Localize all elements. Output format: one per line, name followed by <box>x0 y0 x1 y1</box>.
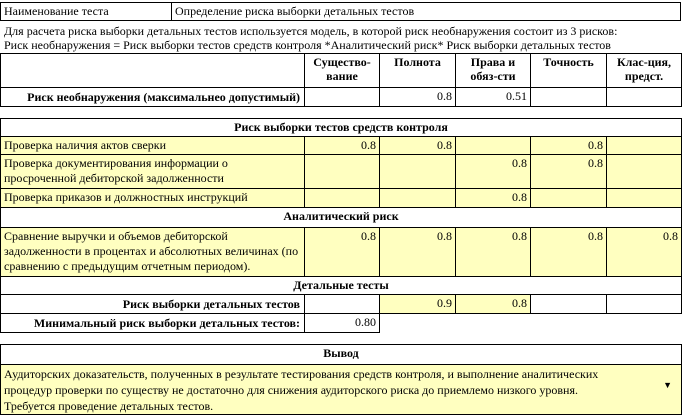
detection-risk-label: Риск необнаружения (максимальнео допустимый) <box>0 87 305 107</box>
detection-risk-c3[interactable]: 0.51 <box>455 87 531 107</box>
control-row-3-c4[interactable] <box>530 188 607 208</box>
control-row-2-c5[interactable] <box>606 154 682 189</box>
min-risk-label: Минимальный риск выборки детальных тестов: <box>0 313 305 333</box>
control-row-3-c1[interactable] <box>304 188 380 208</box>
column-header-classification: Клас-ция, предст. <box>606 53 682 88</box>
detection-risk-c2[interactable]: 0.8 <box>379 87 456 107</box>
sample-risk-c2[interactable]: 0.9 <box>379 294 456 314</box>
detection-risk-c4[interactable] <box>530 87 607 107</box>
control-row-1-label: Проверка наличия актов сверки <box>0 136 305 155</box>
control-row-2-c3[interactable]: 0.8 <box>455 154 531 189</box>
intro-line-2: Риск необнаружения = Риск выборки тестов средств контроля *Аналитический риск* Риск выборки детальных тестов <box>4 38 611 52</box>
control-section-title: Риск выборки тестов средств контроля <box>0 118 682 137</box>
control-row-1-c5[interactable] <box>606 136 682 155</box>
intro-line-1: Для расчета риска выборки детальных тестов используется модель, в которой риск необнаружения состоит из 3 рисков: <box>4 24 618 38</box>
control-row-3-c5[interactable] <box>606 188 682 208</box>
detection-risk-c1[interactable] <box>304 87 380 107</box>
header-label-cell <box>0 53 305 88</box>
control-row-2-c4[interactable]: 0.8 <box>530 154 607 189</box>
detection-risk-c5[interactable] <box>606 87 682 107</box>
conclusion-title: Вывод <box>0 344 682 365</box>
conclusion-text-box[interactable] <box>0 364 682 415</box>
conclusion-line-3: Требуется проведение детальных тестов. <box>4 399 214 413</box>
conclusion-line-2: процедур проверки по существу не достаточно для снижения аудиторского риска до приемлемо низкого уровня. <box>4 383 578 397</box>
test-name-label: Наименование теста <box>0 2 172 21</box>
control-row-1-c4[interactable]: 0.8 <box>530 136 607 155</box>
sample-risk-c3[interactable]: 0.8 <box>455 294 531 314</box>
column-header-completeness: Полнота <box>379 53 456 88</box>
test-name-value: Определение риска выборки детальных тестов <box>171 2 681 21</box>
analytic-row-1-c3[interactable]: 0.8 <box>455 227 531 277</box>
control-row-1-c1[interactable]: 0.8 <box>304 136 380 155</box>
control-row-2-c1[interactable] <box>304 154 380 189</box>
detail-section-title: Детальные тесты <box>0 276 682 295</box>
control-row-2-label: Проверка документирования информации о просроченной дебиторской задолженности <box>0 154 305 189</box>
sample-risk-c1[interactable] <box>304 294 380 314</box>
column-header-accuracy: Точность <box>530 53 607 88</box>
analytic-section-title: Аналитический риск <box>0 207 682 228</box>
control-row-2-c2[interactable] <box>379 154 456 189</box>
control-row-3-c2[interactable] <box>379 188 456 208</box>
scroll-down-icon[interactable]: ▼ <box>663 380 672 390</box>
conclusion-line-1: Аудиторских доказательств, полученных в результате тестирования средств контроля, и выполнение аналитических <box>4 367 599 381</box>
analytic-row-1-c5[interactable]: 0.8 <box>606 227 682 277</box>
control-row-1-c2[interactable]: 0.8 <box>379 136 456 155</box>
analytic-row-1-c1[interactable]: 0.8 <box>304 227 380 277</box>
min-risk-value[interactable]: 0.80 <box>304 313 380 333</box>
analytic-row-1-c2[interactable]: 0.8 <box>379 227 456 277</box>
analytic-row-1-label: Сравнение выручки и объемов дебиторской задолженности в процентах и абсолютных величинах (по сравнению с предыдущим отчетным периодом). <box>0 227 305 277</box>
column-header-existence: Существо-вание <box>304 53 380 88</box>
sample-risk-label: Риск выборки детальных тестов <box>0 294 305 314</box>
control-row-3-label: Проверка приказов и должностных инструкций <box>0 188 305 208</box>
analytic-row-1-c4[interactable]: 0.8 <box>530 227 607 277</box>
sample-risk-c5[interactable] <box>606 294 682 314</box>
column-header-rights: Права и обяз-сти <box>455 53 531 88</box>
control-row-1-c3[interactable] <box>455 136 531 155</box>
sample-risk-c4[interactable] <box>530 294 607 314</box>
control-row-3-c3[interactable]: 0.8 <box>455 188 531 208</box>
